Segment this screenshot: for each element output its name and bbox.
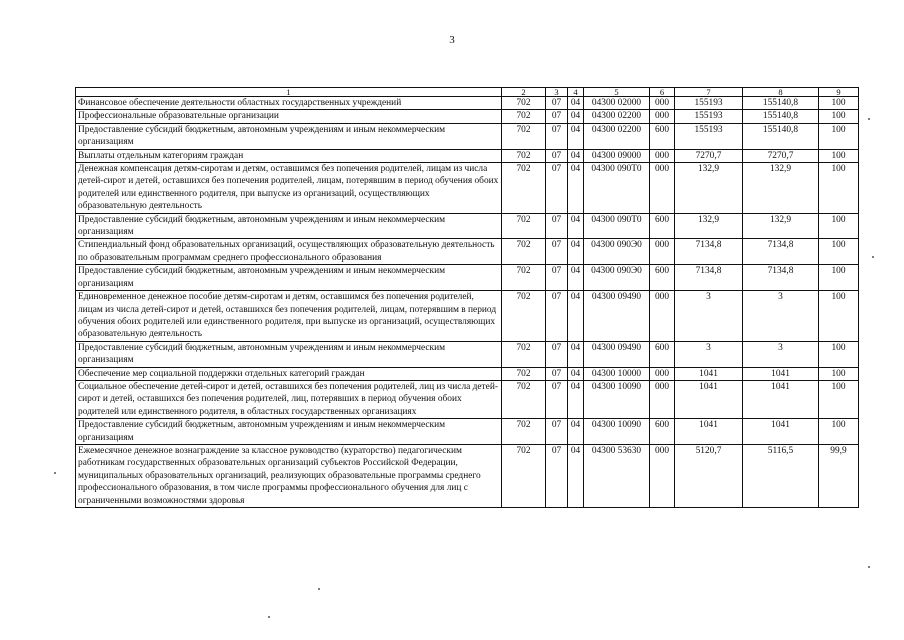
- row-value-cell: 04300 090Э0: [584, 265, 650, 291]
- row-value-cell: 000: [650, 444, 675, 507]
- row-value-cell: 702: [502, 291, 546, 342]
- row-name-cell: Единовременное денежное пособие детям-сиротам и детям, оставшимся без попечения родителей, лицам из числа детей-сирот и детей, оставшихся без попечения родителей, лицам, потерявшим в период обучения обоих родителей или единственного родителя, при выпуске из организаций, осуществляющих образовательную деятельность: [76, 291, 502, 342]
- row-value-cell: 04300 53630: [584, 444, 650, 507]
- row-value-cell: 702: [502, 444, 546, 507]
- scan-speck: [268, 616, 270, 618]
- page-number: 3: [449, 34, 455, 46]
- table-row: [76, 213, 859, 239]
- col-header: 3: [546, 88, 568, 97]
- row-value-cell: 600: [650, 123, 675, 149]
- row-value-cell: 100: [819, 123, 859, 149]
- table-row: [76, 291, 859, 342]
- col-header: 5: [584, 88, 650, 97]
- row-value-cell: 132,9: [675, 163, 743, 214]
- table-row: [76, 163, 859, 214]
- row-value-cell: 04300 090Т0: [584, 213, 650, 239]
- row-value-cell: 000: [650, 163, 675, 214]
- row-value-cell: 1041: [743, 419, 819, 445]
- row-value-cell: 600: [650, 341, 675, 367]
- row-value-cell: 600: [650, 265, 675, 291]
- row-name-cell: Обеспечение мер социальной поддержки отдельных категорий граждан: [76, 367, 502, 380]
- row-value-cell: 155140,8: [743, 110, 819, 123]
- row-value-cell: 1041: [743, 367, 819, 380]
- row-value-cell: 07: [546, 213, 568, 239]
- row-value-cell: 7134,8: [743, 265, 819, 291]
- row-value-cell: 07: [546, 291, 568, 342]
- row-value-cell: 04: [568, 110, 584, 123]
- row-value-cell: 7134,8: [675, 239, 743, 265]
- scan-speck: [868, 566, 870, 568]
- col-header: 4: [568, 88, 584, 97]
- row-name-cell: Предоставление субсидий бюджетным, автономным учреждениям и иным некоммерческим организациям: [76, 419, 502, 445]
- row-value-cell: 702: [502, 149, 546, 162]
- row-value-cell: 132,9: [743, 213, 819, 239]
- row-value-cell: 132,9: [675, 213, 743, 239]
- row-value-cell: 702: [502, 341, 546, 367]
- row-value-cell: 1041: [675, 380, 743, 418]
- row-value-cell: 04300 02000: [584, 97, 650, 110]
- row-value-cell: 07: [546, 97, 568, 110]
- row-value-cell: 600: [650, 213, 675, 239]
- row-value-cell: 600: [650, 419, 675, 445]
- row-value-cell: 7134,8: [675, 265, 743, 291]
- row-value-cell: 04: [568, 380, 584, 418]
- row-name-cell: Предоставление субсидий бюджетным, автономным учреждениям и иным некоммерческим организациям: [76, 213, 502, 239]
- row-name-cell: Предоставление субсидий бюджетным, автономным учреждениям и иным некоммерческим организациям: [76, 265, 502, 291]
- col-header: 2: [502, 88, 546, 97]
- row-value-cell: 100: [819, 163, 859, 214]
- row-value-cell: 132,9: [743, 163, 819, 214]
- budget-table: [75, 87, 859, 508]
- row-value-cell: 5120,7: [675, 444, 743, 507]
- row-value-cell: 04300 02200: [584, 123, 650, 149]
- scan-speck: [872, 256, 874, 258]
- row-value-cell: 155193: [675, 110, 743, 123]
- row-value-cell: 155140,8: [743, 123, 819, 149]
- row-value-cell: 100: [819, 291, 859, 342]
- row-value-cell: 100: [819, 265, 859, 291]
- row-value-cell: 000: [650, 380, 675, 418]
- row-value-cell: 702: [502, 97, 546, 110]
- row-value-cell: 000: [650, 110, 675, 123]
- table-row: [76, 239, 859, 265]
- row-value-cell: 04300 02200: [584, 110, 650, 123]
- row-value-cell: 100: [819, 380, 859, 418]
- row-value-cell: 702: [502, 163, 546, 214]
- row-value-cell: 04: [568, 367, 584, 380]
- row-value-cell: 7270,7: [743, 149, 819, 162]
- row-value-cell: 07: [546, 149, 568, 162]
- row-value-cell: 702: [502, 123, 546, 149]
- row-value-cell: 99,9: [819, 444, 859, 507]
- row-name-cell: Выплаты отдельным категориям граждан: [76, 149, 502, 162]
- table-row: [76, 419, 859, 445]
- scan-speck: [318, 588, 320, 590]
- row-value-cell: 07: [546, 367, 568, 380]
- row-value-cell: 04: [568, 97, 584, 110]
- row-value-cell: 04: [568, 163, 584, 214]
- table-row: [76, 367, 859, 380]
- row-name-cell: Социальное обеспечение детей-сирот и детей, оставшихся без попечения родителей, лиц из числа детей-сирот и детей, оставшихся без попечения родителей, лиц, потерявших в период обучения обоих родителей или единственного родителя, в областных государственных организациях: [76, 380, 502, 418]
- row-value-cell: 702: [502, 239, 546, 265]
- row-value-cell: 3: [675, 341, 743, 367]
- row-value-cell: 04: [568, 213, 584, 239]
- col-header: 7: [675, 88, 743, 97]
- row-value-cell: 07: [546, 265, 568, 291]
- table-row: [76, 110, 859, 123]
- row-value-cell: 1041: [743, 380, 819, 418]
- col-header: 8: [743, 88, 819, 97]
- row-value-cell: 155193: [675, 123, 743, 149]
- row-value-cell: 100: [819, 213, 859, 239]
- table-row: [76, 123, 859, 149]
- row-value-cell: 3: [743, 291, 819, 342]
- row-value-cell: 100: [819, 110, 859, 123]
- scan-speck: [54, 472, 56, 474]
- row-value-cell: 07: [546, 163, 568, 214]
- scan-speck: [868, 118, 870, 120]
- row-value-cell: 702: [502, 380, 546, 418]
- row-value-cell: 07: [546, 444, 568, 507]
- row-value-cell: 3: [743, 341, 819, 367]
- row-name-cell: Предоставление субсидий бюджетным, автономным учреждениям и иным некоммерческим организациям: [76, 123, 502, 149]
- row-value-cell: 000: [650, 367, 675, 380]
- row-value-cell: 702: [502, 110, 546, 123]
- row-value-cell: 100: [819, 97, 859, 110]
- row-value-cell: 04300 090Т0: [584, 163, 650, 214]
- row-value-cell: 04300 10090: [584, 380, 650, 418]
- row-value-cell: 000: [650, 149, 675, 162]
- row-value-cell: 04: [568, 341, 584, 367]
- row-value-cell: 04300 09000: [584, 149, 650, 162]
- row-value-cell: 04: [568, 444, 584, 507]
- table-row: [76, 149, 859, 162]
- row-value-cell: 04300 09490: [584, 341, 650, 367]
- row-value-cell: 000: [650, 291, 675, 342]
- row-value-cell: 100: [819, 419, 859, 445]
- row-value-cell: 100: [819, 149, 859, 162]
- row-value-cell: 07: [546, 110, 568, 123]
- row-value-cell: 04300 10000: [584, 367, 650, 380]
- row-value-cell: 100: [819, 341, 859, 367]
- row-value-cell: 1041: [675, 367, 743, 380]
- row-value-cell: 1041: [675, 419, 743, 445]
- table-row: [76, 444, 859, 507]
- row-value-cell: 04: [568, 291, 584, 342]
- row-value-cell: 100: [819, 239, 859, 265]
- col-header: 6: [650, 88, 675, 97]
- row-value-cell: 07: [546, 380, 568, 418]
- row-name-cell: Профессиональные образовательные организации: [76, 110, 502, 123]
- row-value-cell: 702: [502, 213, 546, 239]
- row-name-cell: Стипендиальный фонд образовательных организаций, осуществляющих образовательную деятельность по образовательным программам среднего профессионального образования: [76, 239, 502, 265]
- row-value-cell: 155140,8: [743, 97, 819, 110]
- row-name-cell: Денежная компенсация детям-сиротам и детям, оставшимся без попечения родителей, лицам из числа детей-сирот и детей, оставшихся без попечения родителей, лицам, потерявшим в период обучения обоих родителей или единственного родителя, при выпуске из организаций, осуществляющих образовательную деятельность: [76, 163, 502, 214]
- row-value-cell: 04300 10090: [584, 419, 650, 445]
- row-value-cell: 000: [650, 239, 675, 265]
- header-row: [76, 88, 859, 97]
- row-value-cell: 04300 09490: [584, 291, 650, 342]
- table-row: [76, 341, 859, 367]
- col-header: 1: [76, 88, 502, 97]
- row-value-cell: 04: [568, 149, 584, 162]
- row-value-cell: 07: [546, 239, 568, 265]
- row-name-cell: Предоставление субсидий бюджетным, автономным учреждениям и иным некоммерческим организациям: [76, 341, 502, 367]
- row-value-cell: 702: [502, 419, 546, 445]
- row-value-cell: 702: [502, 265, 546, 291]
- row-value-cell: 07: [546, 341, 568, 367]
- row-value-cell: 04: [568, 123, 584, 149]
- row-value-cell: 100: [819, 367, 859, 380]
- row-value-cell: 07: [546, 123, 568, 149]
- row-value-cell: 07: [546, 419, 568, 445]
- row-value-cell: 5116,5: [743, 444, 819, 507]
- row-value-cell: 04: [568, 239, 584, 265]
- table-row: [76, 97, 859, 110]
- row-value-cell: 000: [650, 97, 675, 110]
- row-value-cell: 7270,7: [675, 149, 743, 162]
- row-value-cell: 3: [675, 291, 743, 342]
- row-value-cell: 155193: [675, 97, 743, 110]
- row-value-cell: 04: [568, 419, 584, 445]
- table-row: [76, 380, 859, 418]
- row-value-cell: 04300 090Э0: [584, 239, 650, 265]
- col-header: 9: [819, 88, 859, 97]
- row-name-cell: Ежемесячное денежное вознаграждение за классное руководство (кураторство) педагогическим работникам государственных образовательных организаций субъектов Российской Федерации, муниципальных образовательных организаций, реализующих образовательные программы среднего профессионального образования, в том числе программы профессионального обучения для лиц с ограниченными возможностями здоровья: [76, 444, 502, 507]
- row-value-cell: 7134,8: [743, 239, 819, 265]
- table-row: [76, 265, 859, 291]
- row-value-cell: 702: [502, 367, 546, 380]
- row-name-cell: Финансовое обеспечение деятельности областных государственных учреждений: [76, 97, 502, 110]
- row-value-cell: 04: [568, 265, 584, 291]
